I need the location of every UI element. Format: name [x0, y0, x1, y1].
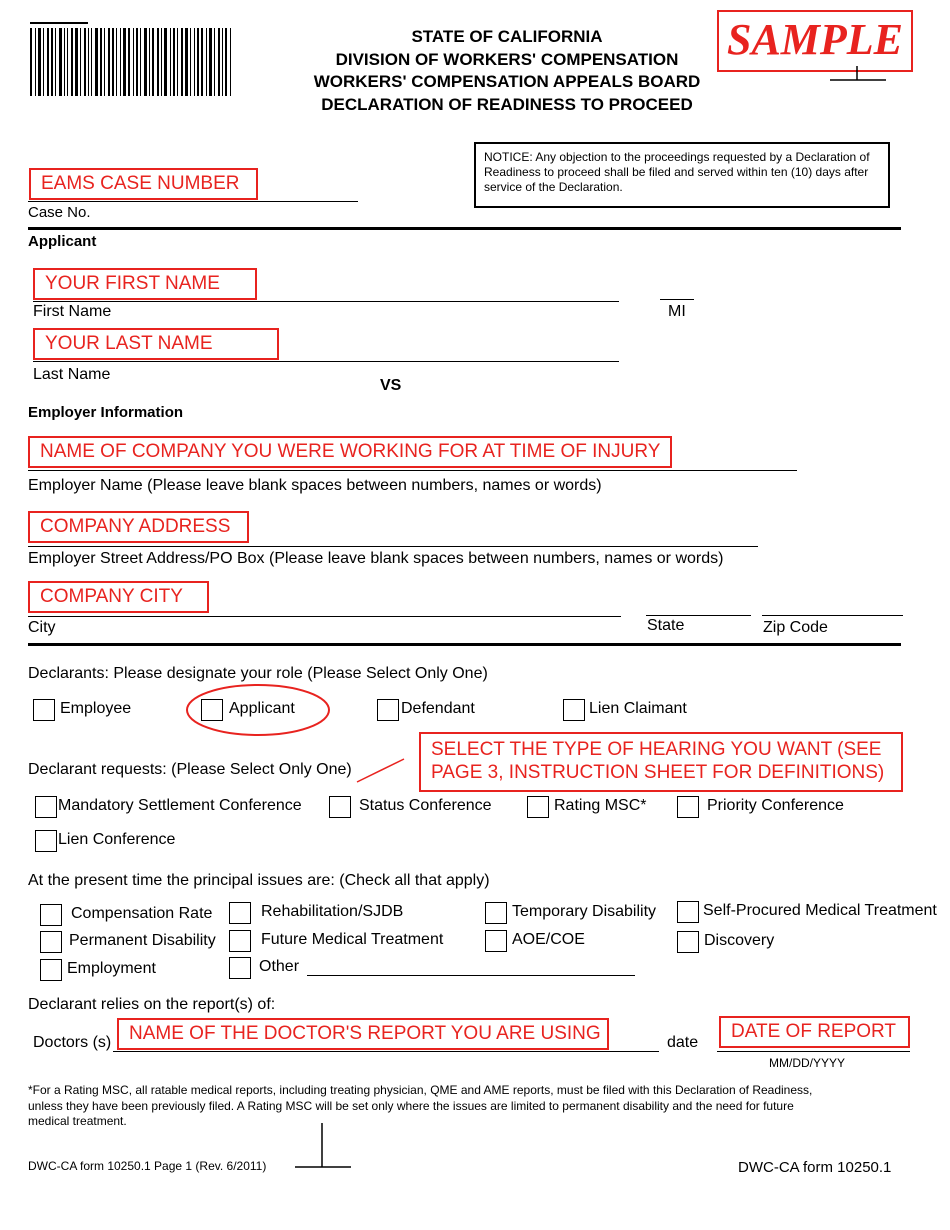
employee-label: Employee	[60, 700, 132, 717]
case-number-label: Case No.	[28, 204, 91, 221]
city-line	[28, 616, 621, 617]
compensation-rate-checkbox[interactable]	[40, 904, 62, 926]
employer-address-input[interactable]: COMPANY ADDRESS	[28, 511, 249, 543]
first-name-input[interactable]: YOUR FIRST NAME	[33, 268, 257, 300]
lien-claimant-label: Lien Claimant	[589, 700, 687, 717]
rehabilitation-label: Rehabilitation/SJDB	[261, 903, 404, 920]
stamp-mark	[828, 66, 890, 84]
employer-name-label: Employer Name (Please leave blank spaces between numbers, names or words)	[28, 477, 602, 494]
city-label: City	[28, 619, 56, 636]
defendant-label: Defendant	[401, 700, 475, 717]
permanent-disability-checkbox[interactable]	[40, 931, 62, 953]
footer-mark	[294, 1122, 354, 1170]
zip-label: Zip Code	[763, 619, 828, 636]
doctor-line	[113, 1051, 659, 1052]
applicant-label: Applicant	[229, 700, 295, 717]
state-line	[646, 615, 751, 616]
applicant-checkbox[interactable]	[201, 699, 223, 721]
mi-label: MI	[668, 303, 686, 320]
vs-label: VS	[380, 377, 402, 394]
hearing-type-note	[419, 732, 903, 792]
defendant-checkbox[interactable]	[377, 699, 399, 721]
msc-label: Mandatory Settlement Conference	[58, 797, 302, 814]
priority-conference-checkbox[interactable]	[677, 796, 699, 818]
section-divider	[28, 227, 901, 230]
temporary-disability-label: Temporary Disability	[512, 903, 657, 920]
case-number-line	[28, 201, 358, 202]
rating-msc-label: Rating MSC*	[554, 797, 647, 814]
footer-form-page: DWC-CA form 10250.1 Page 1 (Rev. 6/2011)	[28, 1159, 267, 1173]
sample-stamp: SAMPLE	[717, 10, 913, 72]
section-divider	[28, 643, 901, 646]
applicant-heading: Applicant	[28, 233, 97, 250]
header-line-3: WORKERS' COMPENSATION APPEALS BOARD	[313, 72, 701, 91]
priority-conference-label: Priority Conference	[707, 797, 844, 814]
discovery-label: Discovery	[704, 932, 775, 949]
form-header	[292, 26, 722, 116]
footer-form-id: DWC-CA form 10250.1	[738, 1159, 892, 1176]
future-medical-label: Future Medical Treatment	[261, 931, 444, 948]
future-medical-checkbox[interactable]	[229, 930, 251, 952]
last-name-label: Last Name	[33, 366, 111, 383]
compensation-rate-label: Compensation Rate	[71, 905, 213, 922]
employer-address-label: Employer Street Address/PO Box (Please leave blank spaces between numbers, names or words)	[28, 550, 724, 567]
permanent-disability-label: Permanent Disability	[69, 932, 216, 949]
last-name-line	[33, 361, 619, 362]
aoe-coe-checkbox[interactable]	[485, 930, 507, 952]
pointer-line	[354, 756, 408, 786]
other-label: Other	[259, 958, 300, 975]
aoe-coe-label: AOE/COE	[512, 931, 585, 948]
msc-checkbox[interactable]	[35, 796, 57, 818]
discovery-checkbox[interactable]	[677, 931, 699, 953]
last-name-input[interactable]: YOUR LAST NAME	[33, 328, 279, 360]
lien-conference-label: Lien Conference	[58, 831, 176, 848]
employment-label: Employment	[67, 960, 156, 977]
temporary-disability-checkbox[interactable]	[485, 902, 507, 924]
date-label: date	[667, 1034, 699, 1051]
status-conference-label: Status Conference	[359, 797, 492, 814]
city-input[interactable]: COMPANY CITY	[28, 581, 209, 613]
employer-name-line	[28, 470, 797, 471]
employee-checkbox[interactable]	[33, 699, 55, 721]
state-label: State	[647, 617, 685, 634]
employer-name-input[interactable]: NAME OF COMPANY YOU WERE WORKING FOR AT TIME OF INJURY	[28, 436, 672, 468]
employment-checkbox[interactable]	[40, 959, 62, 981]
self-procured-checkbox[interactable]	[677, 901, 699, 923]
first-name-label: First Name	[33, 303, 112, 320]
lien-claimant-checkbox[interactable]	[563, 699, 585, 721]
requests-prompt: Declarant requests: (Please Select Only One)	[28, 761, 352, 778]
report-date-input[interactable]: DATE OF REPORT	[719, 1016, 910, 1048]
self-procured-label: Self-Procured Medical Treatment	[703, 902, 937, 919]
rehabilitation-checkbox[interactable]	[229, 902, 251, 924]
hearing-note-line-2: PAGE 3, INSTRUCTION SHEET FOR DEFINITIONS)	[431, 762, 885, 783]
role-prompt: Declarants: Please designate your role (Please Select Only One)	[28, 665, 488, 682]
barcode-image	[30, 22, 242, 98]
date-line	[717, 1051, 910, 1052]
rating-msc-checkbox[interactable]	[527, 796, 549, 818]
case-number-input[interactable]: EAMS CASE NUMBER	[29, 168, 258, 200]
header-line-4: DECLARATION OF READINESS TO PROCEED	[321, 94, 693, 114]
doctor-report-input[interactable]: NAME OF THE DOCTOR'S REPORT YOU ARE USING	[117, 1018, 609, 1050]
status-conference-checkbox[interactable]	[329, 796, 351, 818]
other-line	[307, 975, 635, 976]
header-line-2: DIVISION OF WORKERS' COMPENSATION	[335, 49, 679, 69]
header-line-1: STATE OF CALIFORNIA	[411, 27, 603, 46]
reports-prompt: Declarant relies on the report(s) of:	[28, 996, 276, 1013]
notice-box: NOTICE: Any objection to the proceedings requested by a Declaration of Readiness to proceed shall be filed and served within ten (10) days after service of the Declaration.	[474, 142, 890, 208]
date-format-label: MM/DD/YYYY	[769, 1056, 846, 1070]
mi-line	[660, 299, 694, 300]
lien-conference-checkbox[interactable]	[35, 830, 57, 852]
employer-heading: Employer Information	[28, 404, 184, 421]
other-checkbox[interactable]	[229, 957, 251, 979]
rating-msc-footnote: *For a Rating MSC, all ratable medical reports, including treating physician, QME and AME reports, must be filed with this Declaration of Readiness, unless they have been previously filed. A Rating MSC will be set only where the issues are limited to permanent disability and the need for future medical treatment.	[28, 1083, 813, 1128]
hearing-note-line-1: SELECT THE TYPE OF HEARING YOU WANT (SEE	[431, 739, 882, 760]
doctors-label: Doctors (s)	[33, 1034, 112, 1051]
first-name-line	[33, 301, 619, 302]
issues-prompt: At the present time the principal issues are: (Check all that apply)	[28, 872, 490, 889]
employer-address-line	[28, 546, 758, 547]
zip-line	[762, 615, 903, 616]
